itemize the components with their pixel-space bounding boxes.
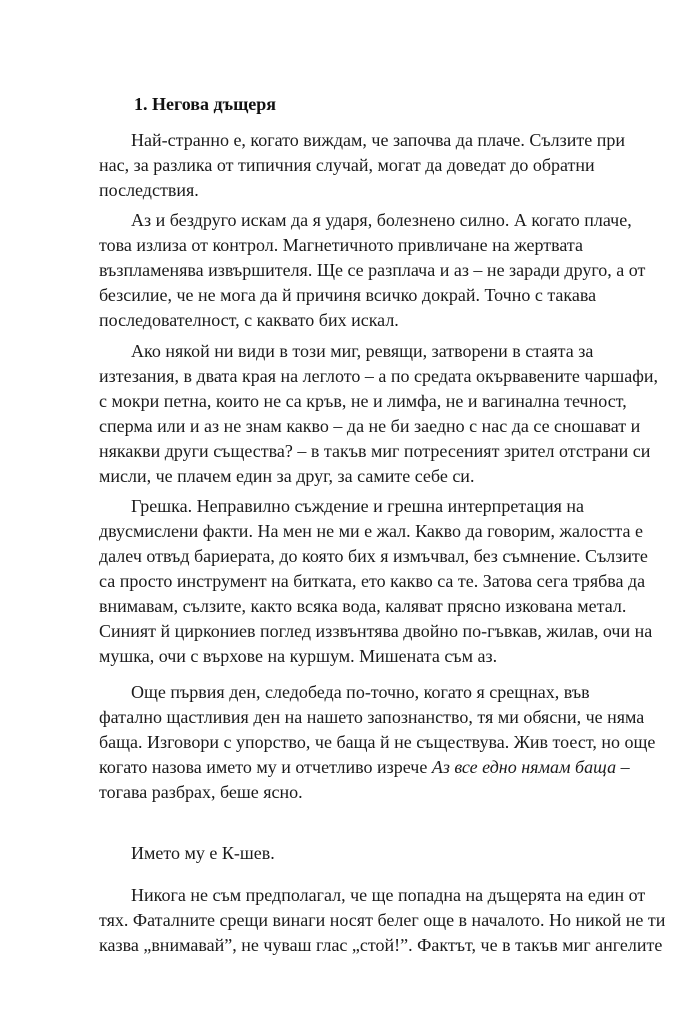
- text-line: са просто инструмент на битката, ето какво са те. Затова сега трябва да: [99, 571, 646, 591]
- text-line: баща. Изговори с упорство, че баща й не съществува. Жив тоест, но още: [99, 732, 656, 752]
- text-line: тях. Фаталните срещи винаги носят белег още в началото. Но никой не ти: [99, 910, 666, 930]
- paragraph-4: [99, 494, 659, 669]
- text-line: безсилие, че не мога да й причиня всичко докрай. Точно с такава: [99, 285, 597, 305]
- italic-quote: Аз все едно нямам баща: [431, 757, 617, 777]
- text-line: Синият й циркониев поглед иззвънтява двойно по-гъвкав, жилав, очи на: [99, 621, 653, 641]
- text-segment: когато назова името му и отчетливо изрече: [99, 757, 432, 777]
- text-line: Грешка. Неправилно съждение и грешна интерпретация на: [131, 496, 585, 516]
- chapter-title: 1. Негова дъщеря: [134, 94, 277, 114]
- paragraph-7: [99, 883, 666, 958]
- text-line: мисли, че плачем един за друг, за самите себе си.: [99, 466, 475, 486]
- paragraph-1: [99, 128, 659, 203]
- text-line: последователност, с каквато бих искал.: [99, 310, 399, 330]
- text-line: с мокри петна, които не са кръв, не и лимфа, не и вагинална течност,: [99, 391, 627, 411]
- text-line: тогава разбрах, беше ясно.: [99, 782, 303, 802]
- text-line: далеч отвъд бариерата, до която бих я измъчвал, без съмнение. Сълзите: [99, 546, 648, 566]
- text-line: Никога не съм предполагал, че ще попадна на дъщерята на един от: [131, 885, 646, 905]
- paragraph-3: [99, 339, 659, 489]
- paragraph-6: [99, 841, 659, 866]
- text-line: фатално щастливия ден на нашето запознанство, тя ми обясни, че няма: [99, 707, 645, 727]
- text-line: последствия.: [99, 180, 199, 200]
- paragraph-2: [99, 208, 659, 333]
- text-line: казва „внимавай”, не чуваш глас „стой!”. Фактът, че в такъв миг ангелите: [99, 935, 663, 955]
- text-line: Името му е К-шев.: [131, 843, 275, 863]
- text-line: възпламенява извършителя. Ще се разплача и аз – не заради друго, а от: [99, 260, 646, 280]
- text-line: [99, 755, 659, 780]
- text-line: сперма или и аз не знам какво – да не би заедно с нас да се сношават и: [99, 416, 641, 436]
- text-line: двусмислени факти. На мен не ми е жал. Какво да говорим, жалостта е: [99, 521, 643, 541]
- text-line: изтезания, в двата края на леглото – а по средата окървавените чаршафи,: [99, 366, 659, 386]
- text-line: мушка, очи с върхове на куршум. Мишената съм аз.: [99, 646, 498, 666]
- paragraph-5: [99, 680, 659, 805]
- text-line: Най-странно е, когато виждам, че започва да плаче. Сълзите при: [131, 130, 626, 150]
- text-line: нас, за разлика от типичния случай, могат да доведат до обратни: [99, 155, 595, 175]
- text-line: това излиза от контрол. Магнетичното привличане на жертвата: [99, 235, 583, 255]
- text-segment: –: [616, 757, 630, 777]
- text-line: Аз и бездруго искам да я ударя, болезнено силно. А когато плаче,: [131, 210, 632, 230]
- text-line: някакви други същества? – в такъв миг потресеният зрител отстрани си: [99, 441, 651, 461]
- text-line: Още първия ден, следобеда по-точно, когато я срещнах, във: [131, 682, 590, 702]
- text-line: внимавам, сълзите, както всяка вода, каляват прясно изкована метал.: [99, 596, 627, 616]
- text-line: Ако някой ни види в този миг, ревящи, затворени в стаята за: [131, 341, 594, 361]
